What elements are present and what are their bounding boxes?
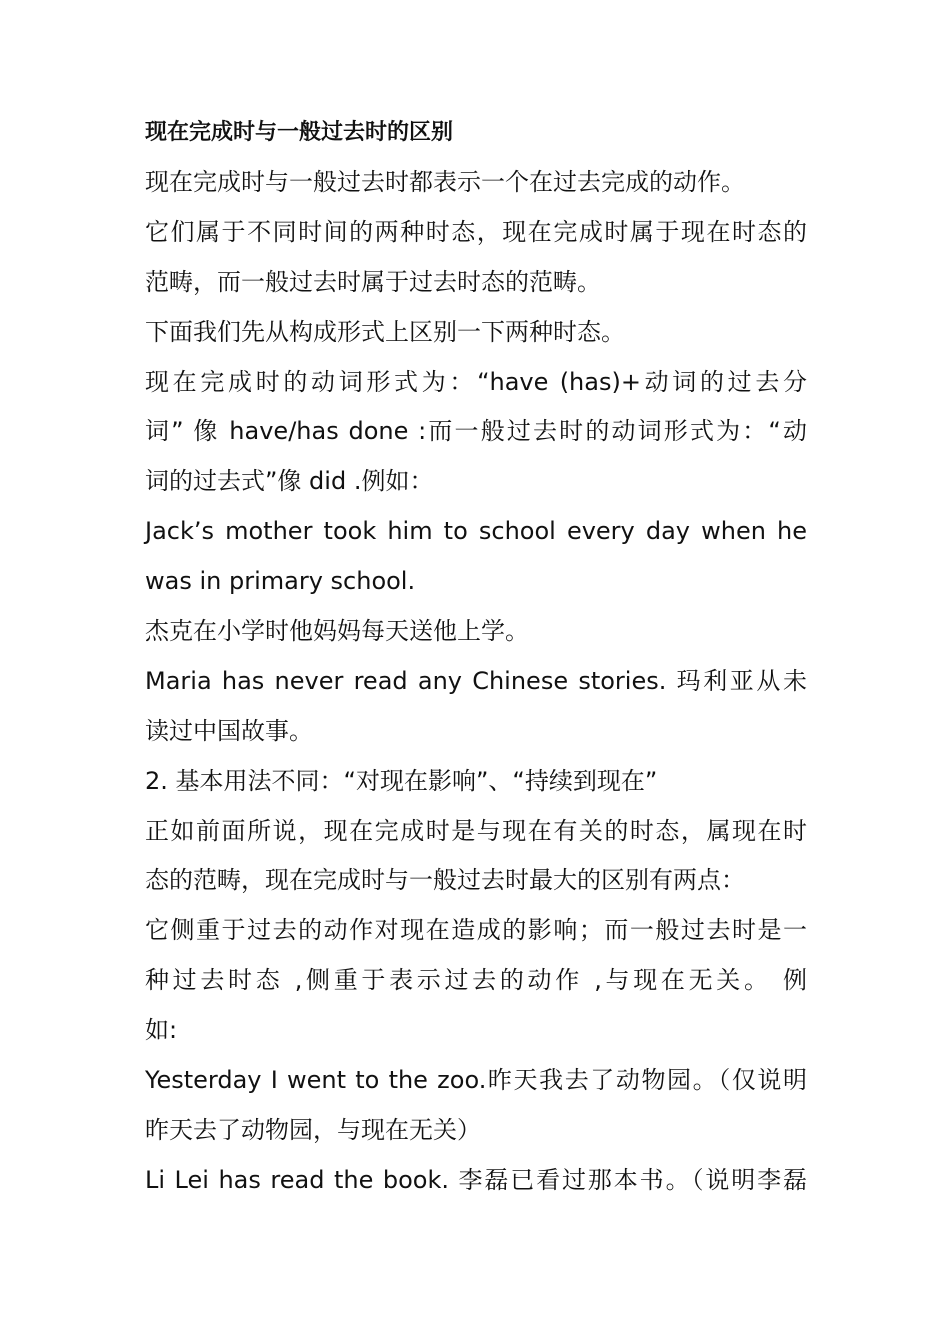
- text-line-18: 如:: [145, 1016, 178, 1045]
- text-line-5: 现在完成时的动词形式为：“have (has)+动词的过去分: [145, 367, 807, 396]
- text-line-12: 读过中国故事。: [145, 716, 313, 745]
- text-line-19: Yesterday I went to the zoo.昨天我去了动物园。（仅说明: [145, 1066, 807, 1095]
- text-line-1: 现在完成时与一般过去时都表示一个在过去完成的动作。: [145, 168, 745, 196]
- text-line-16: 它侧重于过去的动作对现在造成的影响；而一般过去时是一: [145, 916, 807, 945]
- document-title: 现在完成时与一般过去时的区别: [145, 120, 454, 145]
- text-line-3: 范畴，而一般过去时属于过去时态的范畴。: [145, 267, 601, 296]
- text-line-15: 态的范畴，现在完成时与一般过去时最大的区别有两点：: [145, 866, 745, 895]
- text-line-11: Maria has never read any Chinese stories. 玛利亚从未: [145, 666, 807, 695]
- document-page: [145, 108, 807, 1206]
- text-line-9: was in primary school.: [145, 567, 416, 596]
- text-line-2: 它们属于不同时间的两种时态，现在完成时属于现在时态的: [145, 217, 807, 246]
- text-line-14: 正如前面所说，现在完成时是与现在有关的时态，属现在时: [145, 816, 807, 845]
- text-line-13: 2. 基本用法不同：“对现在影响”、“持续到现在”: [145, 766, 658, 795]
- text-line-21: Li Lei has read the book. 李磊已看过那本书。（说明李磊: [145, 1165, 807, 1194]
- text-line-6: 词” 像 have/has done :而一般过去时的动词形式为：“动: [145, 417, 807, 446]
- text-line-20: 昨天去了动物园，与现在无关）: [145, 1115, 481, 1144]
- text-line-4: 下面我们先从构成形式上区别一下两种时态。: [145, 317, 625, 346]
- text-line-17: 种过去时态 ,侧重于表示过去的动作 ,与现在无关。 例: [145, 966, 807, 995]
- text-line-10: 杰克在小学时他妈妈每天送他上学。: [145, 617, 529, 646]
- text-line-8: Jack’s mother took him to school every day when he: [145, 517, 807, 546]
- text-line-7: 词的过去式”像 did .例如：: [145, 467, 434, 496]
